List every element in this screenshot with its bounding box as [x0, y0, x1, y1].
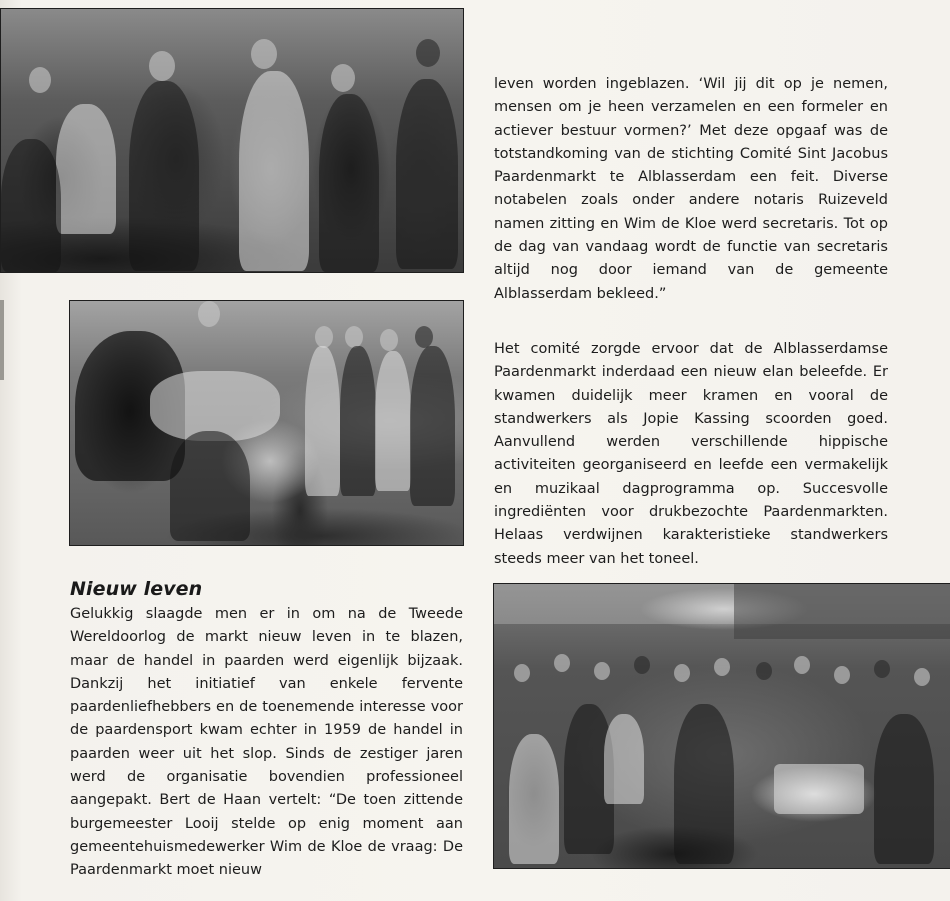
paragraph-opgaaf: leven worden ingeblazen. ‘Wil jij dit op je nemen, mensen om je heen verzamelen en een formeler en actiever bestuur vormen?’ Met deze opgaaf was de totstandkoming van de stichting Comité Sint Jacobus Paardenmarkt te Alblasserdam een feit. Diverse notabelen zoals onder andere notaris Ruizeveld namen zitting en Wim de Kloe werd secretaris. Tot op de dag van vandaag wordt de functie van secretaris altijd nog door iemand van de gemeente Alblasserdam bekleed.” [494, 76, 888, 302]
paragraph-comite: Het comité zorgde ervoor dat de Alblasserdamse Paardenmarkt inderdaad een nieuw elan beleefde. Er kwamen duidelijk meer kramen en vooral de standwerkers als Jopie Kassing scoorden goed. Aanvullend werden verschillende hippische activiteiten georganiseerd en leefde een vermakelijk en muzikaal dagprogramma op. Succesvolle ingrediënten voor drukbezochte Paardenmarkten. Helaas verdwijnen karakteristieke standwerkers steeds meer van het toneel. [494, 341, 888, 567]
paragraph-nieuw-leven: Gelukkig slaagde men er in om na de Tweede Wereldoorlog de markt nieuw leven in te blazen, maar de handel in paarden werd eigenlijk bijzaak. Dankzij het initiatief van enkele fervente paardenliefhebbers en de toenemende interesse voor de paardensport kwam echter in 1959 de handel in paarden weer uit het slop. Sinds de zestiger jaren werd de organisatie bovendien professioneel aangepakt. Bert de Haan vertelt: “De toen zittende burgemeester Looij stelde op enig moment aan gemeentehuismedewerker Wim de Kloe de vraag: De Paardenmarkt moet nieuw [70, 606, 463, 879]
photo-horse-inspection [69, 300, 464, 546]
article-text-comite [494, 338, 888, 571]
section-heading: Nieuw leven [70, 578, 203, 600]
photo-market-crowd [493, 583, 950, 869]
photo-crowd-handshake [0, 8, 464, 273]
article-text-continuation [494, 73, 888, 306]
article-text-nieuw-leven [70, 603, 463, 883]
binding-gutter [0, 300, 4, 380]
